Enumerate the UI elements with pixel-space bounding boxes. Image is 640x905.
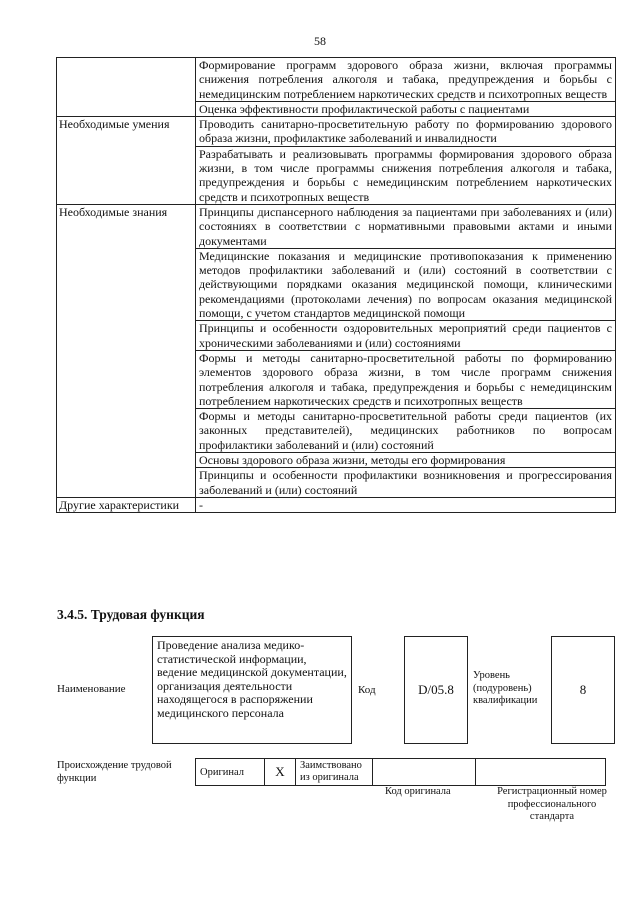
row-label [57, 58, 196, 117]
original-mark: X [265, 759, 296, 786]
row-label: Необходимые знания [57, 204, 196, 497]
row-item: Формы и методы санитарно-просветительной работы по формированию элементов здорового образа жизни, в том числе программ снижения потребления алкоголя и табака, предупреждения и борьбы с немедицинским потреблением наркотических средств и психотропных веществ [196, 350, 616, 408]
row-item: - [196, 497, 616, 512]
row-item: Принципы и особенности профилактики возникновения и прогрессирования заболеваний и (или) состояний [196, 468, 616, 498]
row-item: Принципы диспансерного наблюдения за пациентами при заболеваниях и (или) состояниях в соответствии с нормативными правовыми актами и иными документами [196, 204, 616, 248]
table-row [57, 58, 616, 102]
original-label: Оригинал [196, 759, 265, 786]
row-item: Формы и методы санитарно-просветительной работы среди пациентов (их законных представителей), медицинских работников по вопросам профилактики заболеваний и (или) состояний [196, 409, 616, 453]
row-item: Принципы и особенности оздоровительных мероприятий среди пациентов с хроническими заболеваниями и (или) состояниями [196, 321, 616, 351]
code-original-cell [373, 759, 476, 786]
origin-table [195, 758, 606, 786]
name-label: Наименование [57, 683, 126, 695]
row-item: Проводить санитарно-просветительную работу по формированию здорового образа жизни, профилактике заболеваний и инвалидности [196, 117, 616, 147]
borrowed-label: Заимствовано из оригинала [296, 759, 373, 786]
row-item: Основы здорового образа жизни, методы его формирования [196, 453, 616, 468]
level-label: Уровень (подуровень) квалификации [473, 670, 538, 706]
row-label: Другие характеристики [57, 497, 196, 512]
reg-number-label: Регистрационный номер профессионального стандарта [497, 786, 607, 822]
table-row [57, 497, 616, 512]
row-item: Медицинские показания и медицинские противопоказания к применению методов профилактики заболеваний и (или) состояний в соответствии с действующими порядками оказания медицинской помощи, клиническими рекомендациями (протоколами лечения) по вопросам оказания медицинской помощи, с учетом стандартов медицинской помощи [196, 248, 616, 320]
table-row [57, 117, 616, 147]
function-code-box: D/05.8 [404, 636, 468, 744]
code-original-label: Код оригинала [385, 786, 451, 797]
origin-label: Происхождение трудовой функции [57, 760, 172, 784]
section-title: 3.4.5. Трудовая функция [57, 607, 205, 622]
row-item: Формирование программ здорового образа жизни, включая программы снижения потребления алкоголя и табака, предупреждения и борьбы с немедицинским потреблением наркотических средств и психотропных веществ [196, 58, 616, 102]
knowledge-table [56, 57, 616, 513]
page-number: 58 [314, 34, 326, 48]
row-item: Оценка эффективности профилактической работы с пациентами [196, 101, 616, 116]
row-item: Разрабатывать и реализовывать программы формирования здорового образа жизни, в том числе программы снижения потребления алкоголя и табака, предупреждения и борьбы с немедицинским потреблением наркотических средств и психотропных веществ [196, 146, 616, 204]
row-label: Необходимые умения [57, 117, 196, 205]
reg-number-cell [476, 759, 606, 786]
qualification-level-box: 8 [551, 636, 615, 744]
table-row [57, 204, 616, 248]
code-label: Код [358, 684, 376, 696]
function-name-box: Проведение анализа медико-статистической информации, ведение медицинской документации, организация деятельности находящегося в распоряжении медицинского персонала [152, 636, 352, 744]
